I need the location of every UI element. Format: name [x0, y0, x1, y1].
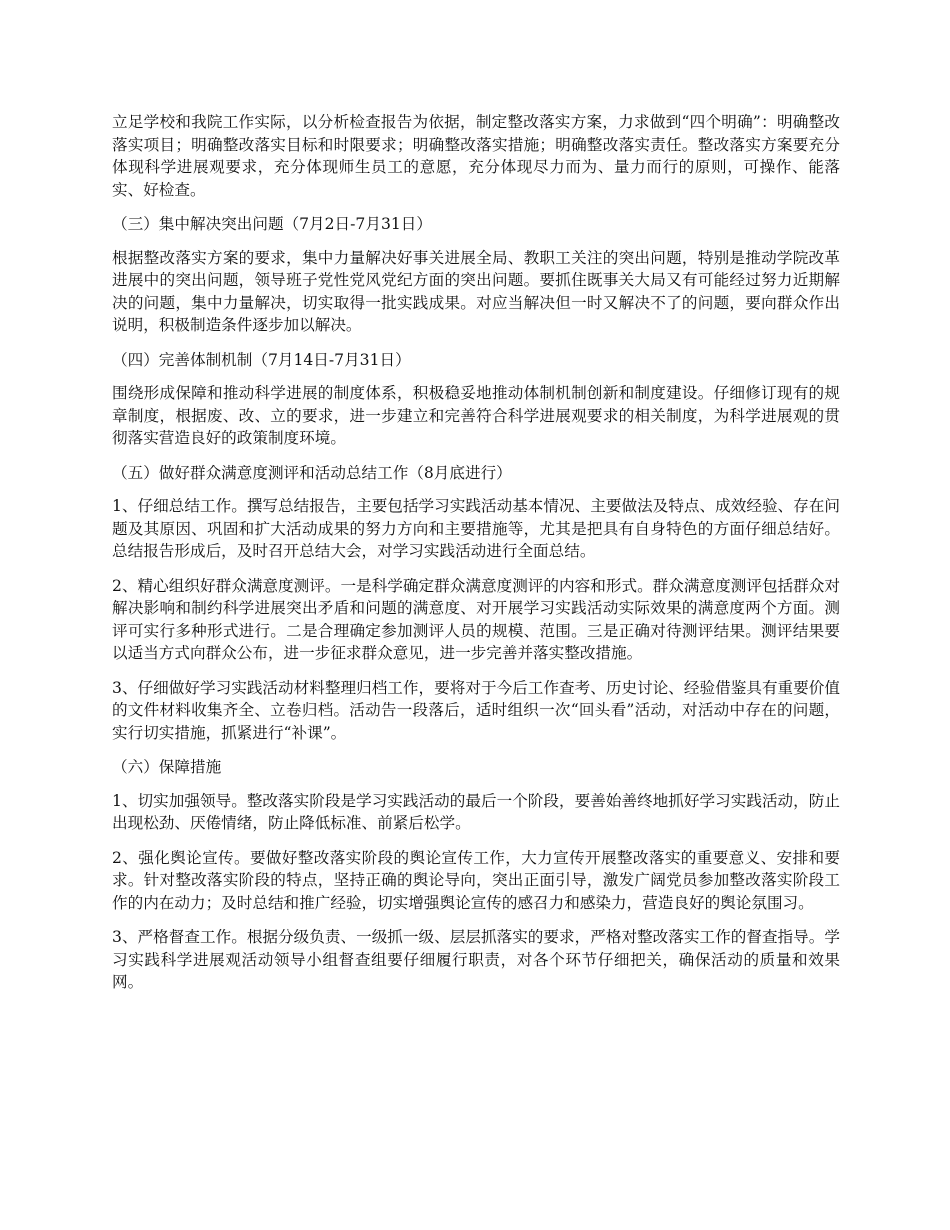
- paragraph-satisfaction-survey: 2、精心组织好群众满意度测评。一是科学确定群众满意度测评的内容和形式。群众满意度测评包括群众对解决影响和制约科学进展突出矛盾和问题的满意度、对开展学习实践活动实际效果的满意度两个方面。测评可实行多种形式进行。二是合理确定参加测评人员的规模、范围。三是正确对待测评结果。测评结果要以适当方式向群众公布，进一步征求群众意见，进一步完善并落实整改措施。: [112, 576, 840, 662]
- paragraph-solve-problems: 根据整改落实方案的要求，集中力量解决好事关进展全局、教职工关注的突出问题，特别是推动学院改革进展中的突出问题，领导班子党性党风党纪方面的突出问题。要抓住既事关大局又有可能经过努力近期解决的问题，集中力量解决，切实取得一批实践成果。对应当解决但一时又解决不了的问题，要向群众作出说明，积极制造条件逐步加以解决。: [112, 248, 840, 334]
- paragraph-public-opinion: 2、强化舆论宣传。要做好整改落实阶段的舆论宣传工作，大力宣传开展整改落实的重要意义、安排和要求。针对整改落实阶段的特点，坚持正确的舆论导向，突出正面引导，激发广阔党员参加整改落实阶段工作的内在动力；及时总结和推广经验，切实增强舆论宣传的感召力和感染力，营造良好的舆论氛围习。: [112, 848, 840, 912]
- section-heading-4: （四）完善体制机制（7月14日-7月31日）: [112, 350, 411, 369]
- section-heading-6: （六）保障措施: [112, 758, 222, 776]
- section-heading-3: （三）集中解决突出问题（7月2日-7月31日）: [112, 215, 432, 233]
- paragraph-improve-systems: 围绕形成保障和推动科学进展的制度体系，积极稳妥地推动体制机制创新和制度建设。仔细修订现有的规章制度，根据废、改、立的要求，进一步建立和完善符合科学进展观要求的相关制度，为科学进展观的贯彻落实营造良好的政策制度环境。: [112, 384, 840, 447]
- paragraph-strengthen-leadership: 1、切实加强领导。整改落实阶段是学习实践活动的最后一个阶段，要善始善终地抓好学习实践活动，防止出现松劲、厌倦情绪，防止降低标准、前紧后松学。: [112, 791, 840, 832]
- paragraph-supervision: 3、严格督查工作。根据分级负责、一级抓一级、层层抓落实的要求，严格对整改落实工作的督查指导。学习实践科学进展观活动领导小组督查组要仔细履行职责，对各个环节仔细把关，确保活动的质量和效果网。: [112, 928, 840, 991]
- section-heading-5: （五）做好群众满意度测评和活动总结工作（8月底进行）: [112, 463, 512, 482]
- paragraph-archive-materials: 3、仔细做好学习实践活动材料整理归档工作，要将对于今后工作查考、历史讨论、经验借鉴具有重要价值的文件材料收集齐全、立卷归档。活动告一段落后，适时组织一次“回头看”活动，对活动中存在的问题，实行切实措施，抓紧进行“补课”。: [112, 678, 840, 742]
- paragraph-rectification-plan: 立足学校和我院工作实际，以分析检查报告为依据，制定整改落实方案，力求做到“四个明确”：明确整改落实项目；明确整改落实目标和时限要求；明确整改落实措施；明确整改落实责任。整改落实方案要充分体现科学进展观要求，充分体现师生员工的意愿，充分体现尽力而为、量力而行的原则，可操作、能落实、好检查。: [112, 113, 840, 199]
- paragraph-summary-work: 1、仔细总结工作。撰写总结报告，主要包括学习实践活动基本情况、主要做法及特点、成效经验、存在问题及其原因、巩固和扩大活动成果的努力方向和主要措施等，尤其是把具有自身特色的方面仔细总结好。总结报告形成后，及时召开总结大会，对学习实践活动进行全面总结。: [112, 497, 840, 560]
- document-page: [112, 111, 840, 1006]
